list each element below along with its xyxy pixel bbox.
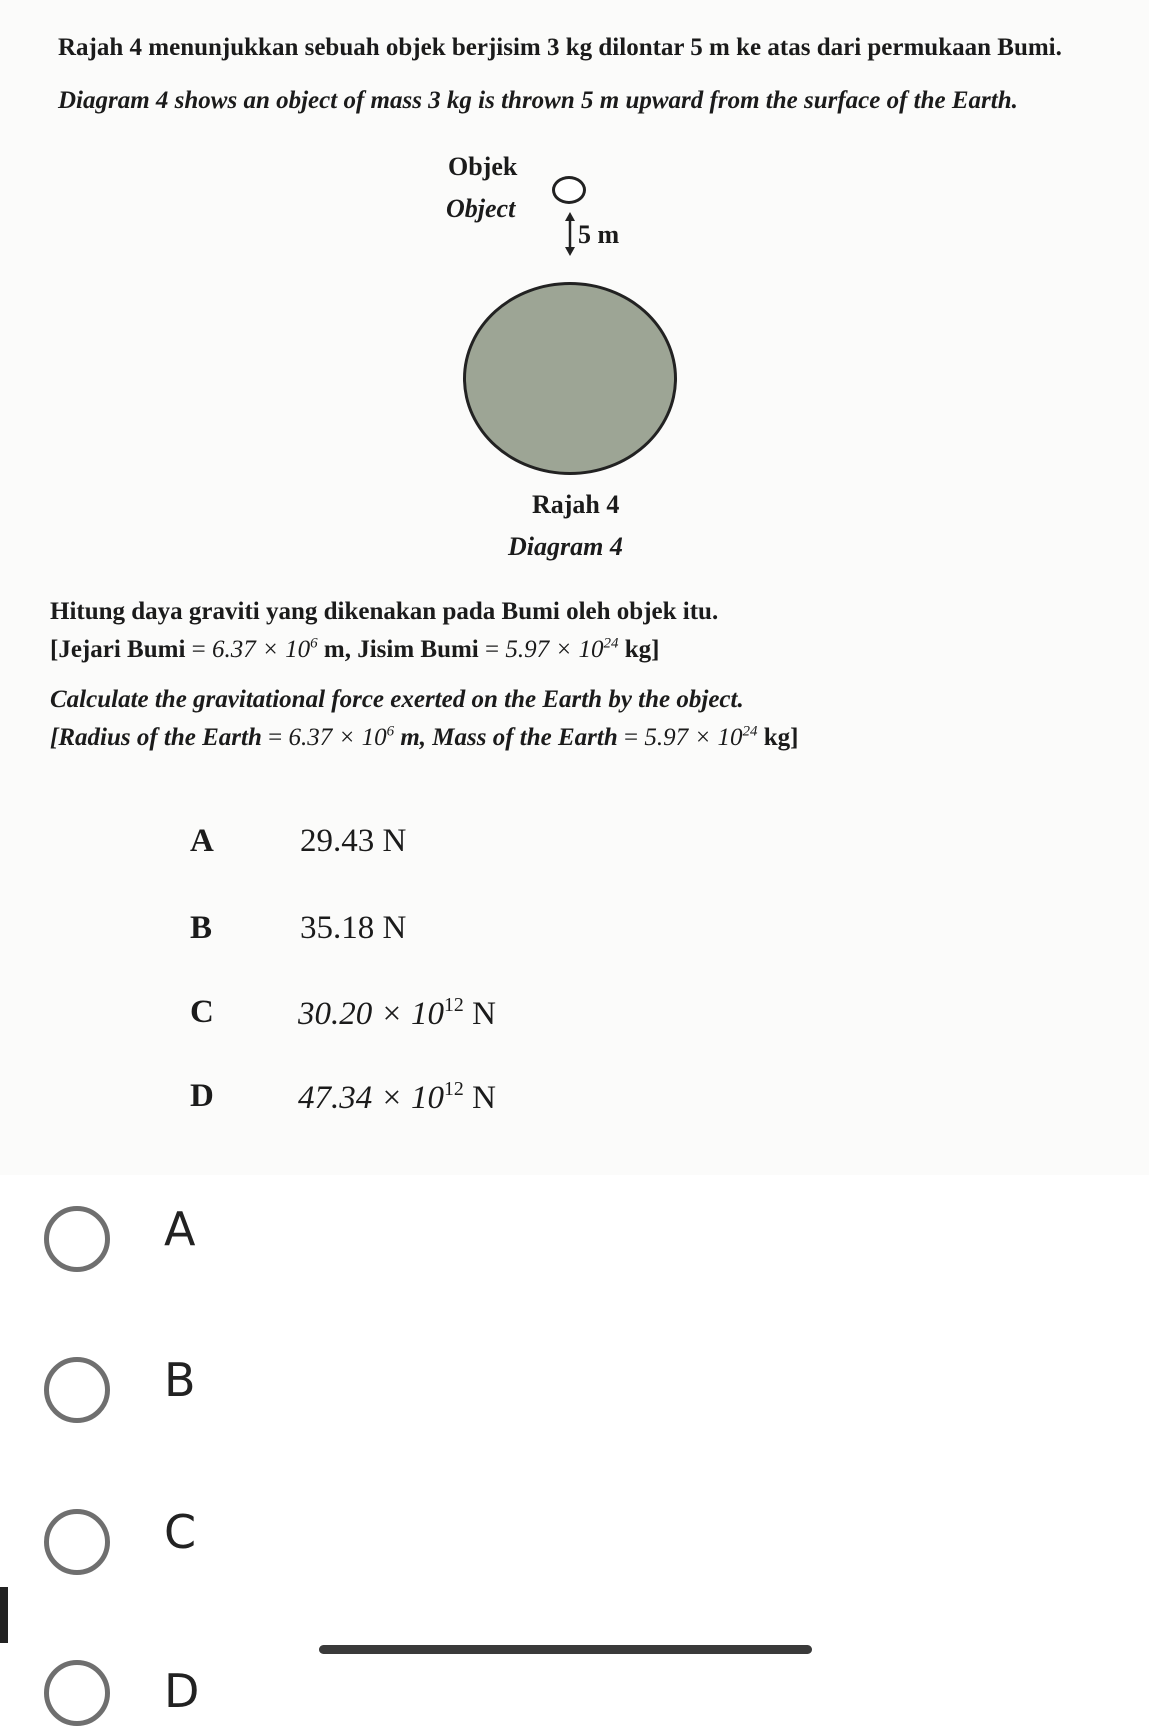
answer-label-c: C (164, 1505, 197, 1559)
option-value-d: $47.34 \times 10^{12}$ N (298, 1078, 496, 1116)
home-indicator-bar[interactable] (319, 1645, 812, 1654)
up-down-arrow-icon (563, 212, 577, 256)
earth-circle (463, 282, 677, 475)
diagram-caption-english: Diagram 4 (508, 532, 623, 561)
answer-choice-c[interactable] (44, 1501, 744, 1581)
object-label-malay: Objek (448, 152, 518, 181)
option-value-c: $30.20 \times 10^{12}$ N (298, 994, 496, 1032)
prompt-malay: Hitung daya graviti yang dikenakan pada Bumi oleh objek itu. (50, 598, 719, 625)
object-circle (552, 176, 586, 204)
edge-indicator (0, 1587, 8, 1643)
option-letter-a: A (190, 823, 214, 859)
prompt-english: Calculate the gravitational force exerted on the Earth by the object. (50, 686, 744, 713)
answer-choice-b[interactable] (44, 1349, 744, 1429)
option-letter-d: D (190, 1078, 214, 1114)
question-text-english: Diagram 4 shows an object of mass 3 kg is thrown 5 m upward from the surface of the Earth. (58, 87, 1018, 114)
radio-button-c[interactable] (44, 1509, 110, 1575)
diagram-caption-malay: Rajah 4 (532, 490, 620, 519)
answer-label-b: B (164, 1353, 196, 1407)
radio-button-b[interactable] (44, 1357, 110, 1423)
answer-label-a: A (164, 1202, 196, 1256)
question-text-malay: Rajah 4 menunjukkan sebuah objek berjisim 3 kg dilontar 5 m ke atas dari permukaan Bumi. (58, 34, 1062, 61)
radio-button-a[interactable] (44, 1206, 110, 1272)
option-value-b: 35.18 N (300, 910, 407, 946)
option-letter-c: C (190, 994, 214, 1030)
option-value-a: 29.43 N (300, 823, 407, 859)
radio-button-d[interactable] (44, 1660, 110, 1726)
object-label-english: Object (446, 194, 516, 223)
given-values-english: [Radius of the Earth = $6.37 \times 10^6$ m, Mass of the Earth = $5.97 \times 10^{24}$ kg] (50, 723, 799, 751)
answer-choice-a[interactable] (44, 1198, 744, 1278)
distance-label: 5 m (578, 220, 620, 249)
option-letter-b: B (190, 910, 213, 946)
given-values-malay: [Jejari Bumi = $6.37 \times 10^6$ m, Jisim Bumi = $5.97 \times 10^{24}$ kg] (50, 635, 660, 663)
answer-label-d: D (164, 1664, 200, 1718)
